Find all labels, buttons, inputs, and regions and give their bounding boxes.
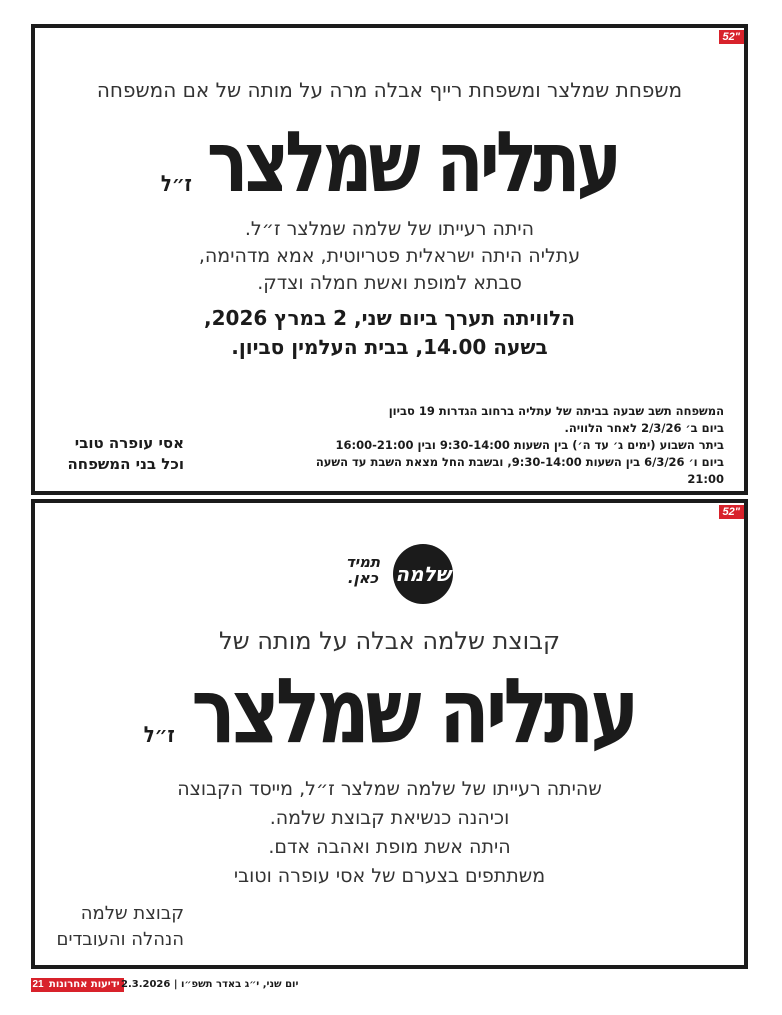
funeral-line: הלוויתה תערך ביום שני, 2 במרץ 2026,	[204, 306, 575, 330]
page-footer	[31, 976, 431, 994]
page-number: 21	[32, 979, 44, 990]
logo-tagline	[339, 554, 387, 586]
shiva-line: ביתר השבוע (ימים ג׳ עד ה׳) בין השעות 9:30-14:00 ובין 16:00-21:00	[335, 438, 724, 452]
notice-body	[35, 775, 744, 891]
shiva-line: ביום ב׳ 2/3/26 לאחר הלוויה.	[564, 421, 724, 435]
signature	[34, 901, 184, 953]
body-line: שהיתה רעייתו של שלמה שמלצר ז״ל, מייסד הקבוצה	[177, 778, 602, 800]
body-line: סבתא למופת ואשת חמלה וצדק.	[257, 272, 522, 294]
deceased-name-row	[99, 659, 680, 764]
death-notice-family	[31, 24, 748, 495]
signature	[34, 433, 184, 475]
shiva-info	[304, 403, 724, 488]
signature-line: וכל בני המשפחה	[67, 455, 184, 473]
notice-body	[35, 216, 744, 297]
size-badge: 52"	[719, 505, 744, 519]
signature-line: הנהלה והעובדים	[56, 929, 184, 950]
signature-line: קבוצת שלמה	[80, 903, 184, 924]
honorific: ז״ל	[160, 172, 192, 197]
deceased-name-row	[99, 113, 680, 211]
body-line: וכיהנה כנשיאת קבוצת שלמה.	[269, 807, 510, 829]
newspaper-brand: ידיעות אחרונות	[45, 978, 124, 992]
deceased-name-block	[35, 659, 744, 764]
size-badge: 52"	[719, 30, 744, 44]
deceased-name: עתליה שמלצר	[206, 113, 619, 211]
body-line: היתה אשת מופת ואהבה אדם.	[268, 836, 511, 858]
shiva-line: ביום ו׳ 6/3/26 בין השעות 9:30-14:00, ובשבת החל מצאת השבת עד השעה 21:00	[315, 455, 724, 486]
issue-date: יום שני, י״ג באדר תשפ״ו | 2.3.2026	[121, 979, 299, 990]
notice-lead: קבוצת שלמה אבלה על מותה של	[218, 627, 561, 655]
funeral-details	[35, 304, 744, 362]
death-notice-company	[31, 499, 748, 969]
deceased-name-block	[35, 113, 744, 211]
funeral-line: בשעה 14.00, בבית העלמין סביון.	[231, 335, 548, 359]
logo-circle: שלמה	[393, 544, 453, 604]
deceased-name: עתליה שמלצר	[191, 659, 636, 764]
body-line: משתתפים בצערם של אסי עופרה וטובי	[233, 865, 546, 887]
tagline-line: כאן.	[347, 569, 379, 587]
body-line: עתליה היתה ישראלית פטריוטית, אמא מדהימה,	[198, 245, 581, 267]
tagline-line: תמיד	[345, 553, 381, 571]
shiva-line: המשפחה תשב שבעה בביתה של עתליה ברחוב הגדרות 19 סביון	[388, 404, 724, 418]
honorific: ז״ל	[143, 723, 175, 748]
body-line: היתה רעייתו של שלמה שמלצר ז״ל.	[244, 218, 535, 240]
company-logo	[338, 540, 488, 604]
signature-line: אסי עופרה טובי	[74, 434, 184, 452]
notice-lead: משפחת שמלצר ומשפחת רייף אבלה מרה על מותה של אם המשפחה	[96, 78, 683, 102]
